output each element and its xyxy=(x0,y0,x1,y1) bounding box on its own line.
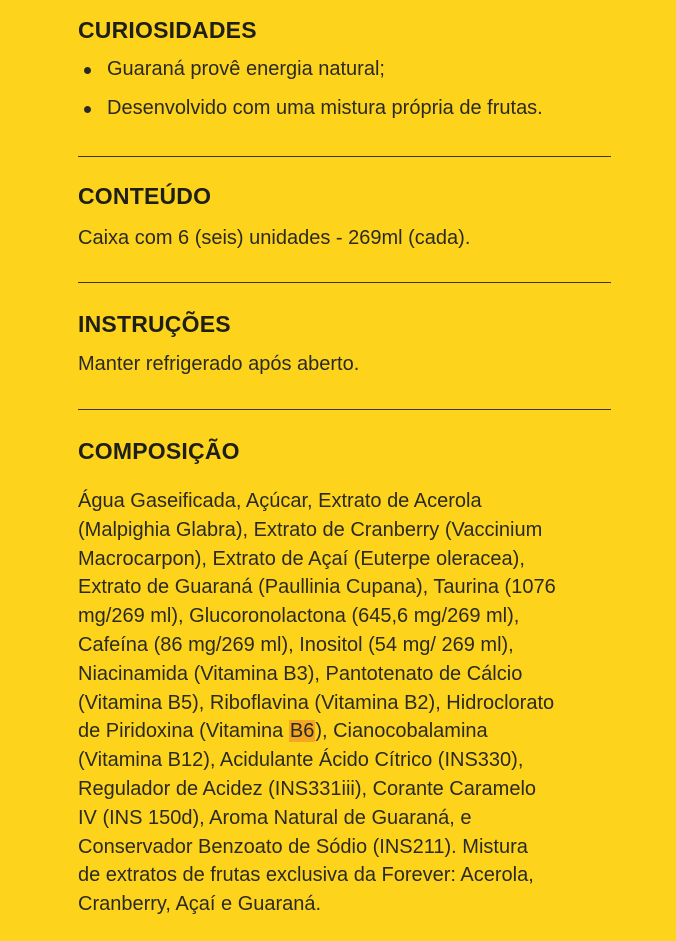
composicao-line: mg/269 ml), Glucoronolactona (645,6 mg/269 ml), xyxy=(78,605,520,628)
instrucoes-heading: INSTRUÇÕES xyxy=(78,311,231,337)
section-composicao xyxy=(78,437,618,919)
composicao-line: Regulador de Acidez (INS331iii), Corante Caramelo xyxy=(78,777,537,800)
conteudo-text: Caixa com 6 (seis) unidades - 269ml (cada). xyxy=(78,227,471,249)
composicao-line: IV (INS 150d), Aroma Natural de Guaraná, e xyxy=(78,806,472,829)
composicao-line-start: de Piridoxina (Vitamina xyxy=(78,720,289,743)
composicao-line: de extratos de frutas exclusiva da Forever: Acerola, xyxy=(78,864,534,887)
list-item-text: Desenvolvido com uma mistura própria de frutas. xyxy=(107,97,543,119)
section-conteudo xyxy=(78,182,618,252)
divider xyxy=(78,409,611,410)
bullet-icon xyxy=(84,67,91,74)
composicao-heading: COMPOSIÇÃO xyxy=(78,438,240,464)
instrucoes-text: Manter refrigerado após aberto. xyxy=(78,353,360,375)
composicao-line: (Vitamina B12), Acidulante Ácido Cítrico (INS330), xyxy=(78,749,524,772)
list-item xyxy=(78,55,618,83)
composicao-line: Macrocarpon), Extrato de Açaí (Euterpe oleracea), xyxy=(78,547,525,570)
composicao-line-highlighted xyxy=(78,717,618,746)
section-curiosidades xyxy=(78,16,618,122)
composicao-line: Cranberry, Açaí e Guaraná. xyxy=(78,893,322,916)
bullet-icon xyxy=(84,106,91,113)
divider xyxy=(78,156,611,157)
curiosidades-list xyxy=(78,55,618,122)
composicao-line: Cafeína (86 mg/269 ml), Inositol (54 mg/ 269 ml), xyxy=(78,633,514,656)
curiosidades-heading: CURIOSIDADES xyxy=(78,17,257,43)
composicao-line-end: ), Cianocobalamina xyxy=(315,720,488,743)
list-item-text: Guaraná provê energia natural; xyxy=(107,58,385,80)
composicao-line: Água Gaseificada, Açúcar, Extrato de Acerola xyxy=(78,490,482,512)
composicao-body xyxy=(78,487,618,919)
divider xyxy=(78,282,611,283)
composicao-line: Extrato de Guaraná (Paullinia Cupana), Taurina (1076 xyxy=(78,576,556,599)
highlighted-term: B6 xyxy=(289,720,315,743)
composicao-line: (Malpighia Glabra), Extrato de Cranberry (Vaccinium xyxy=(78,518,543,541)
composicao-line: (Vitamina B5), Riboflavina (Vitamina B2), Hidroclorato xyxy=(78,691,555,714)
conteudo-heading: CONTEÚDO xyxy=(78,183,212,209)
list-item xyxy=(78,94,618,122)
composicao-line: Niacinamida (Vitamina B3), Pantotenato de Cálcio xyxy=(78,662,523,685)
section-instrucoes xyxy=(78,310,618,378)
composicao-line: Conservador Benzoato de Sódio (INS211). Mistura xyxy=(78,835,528,858)
